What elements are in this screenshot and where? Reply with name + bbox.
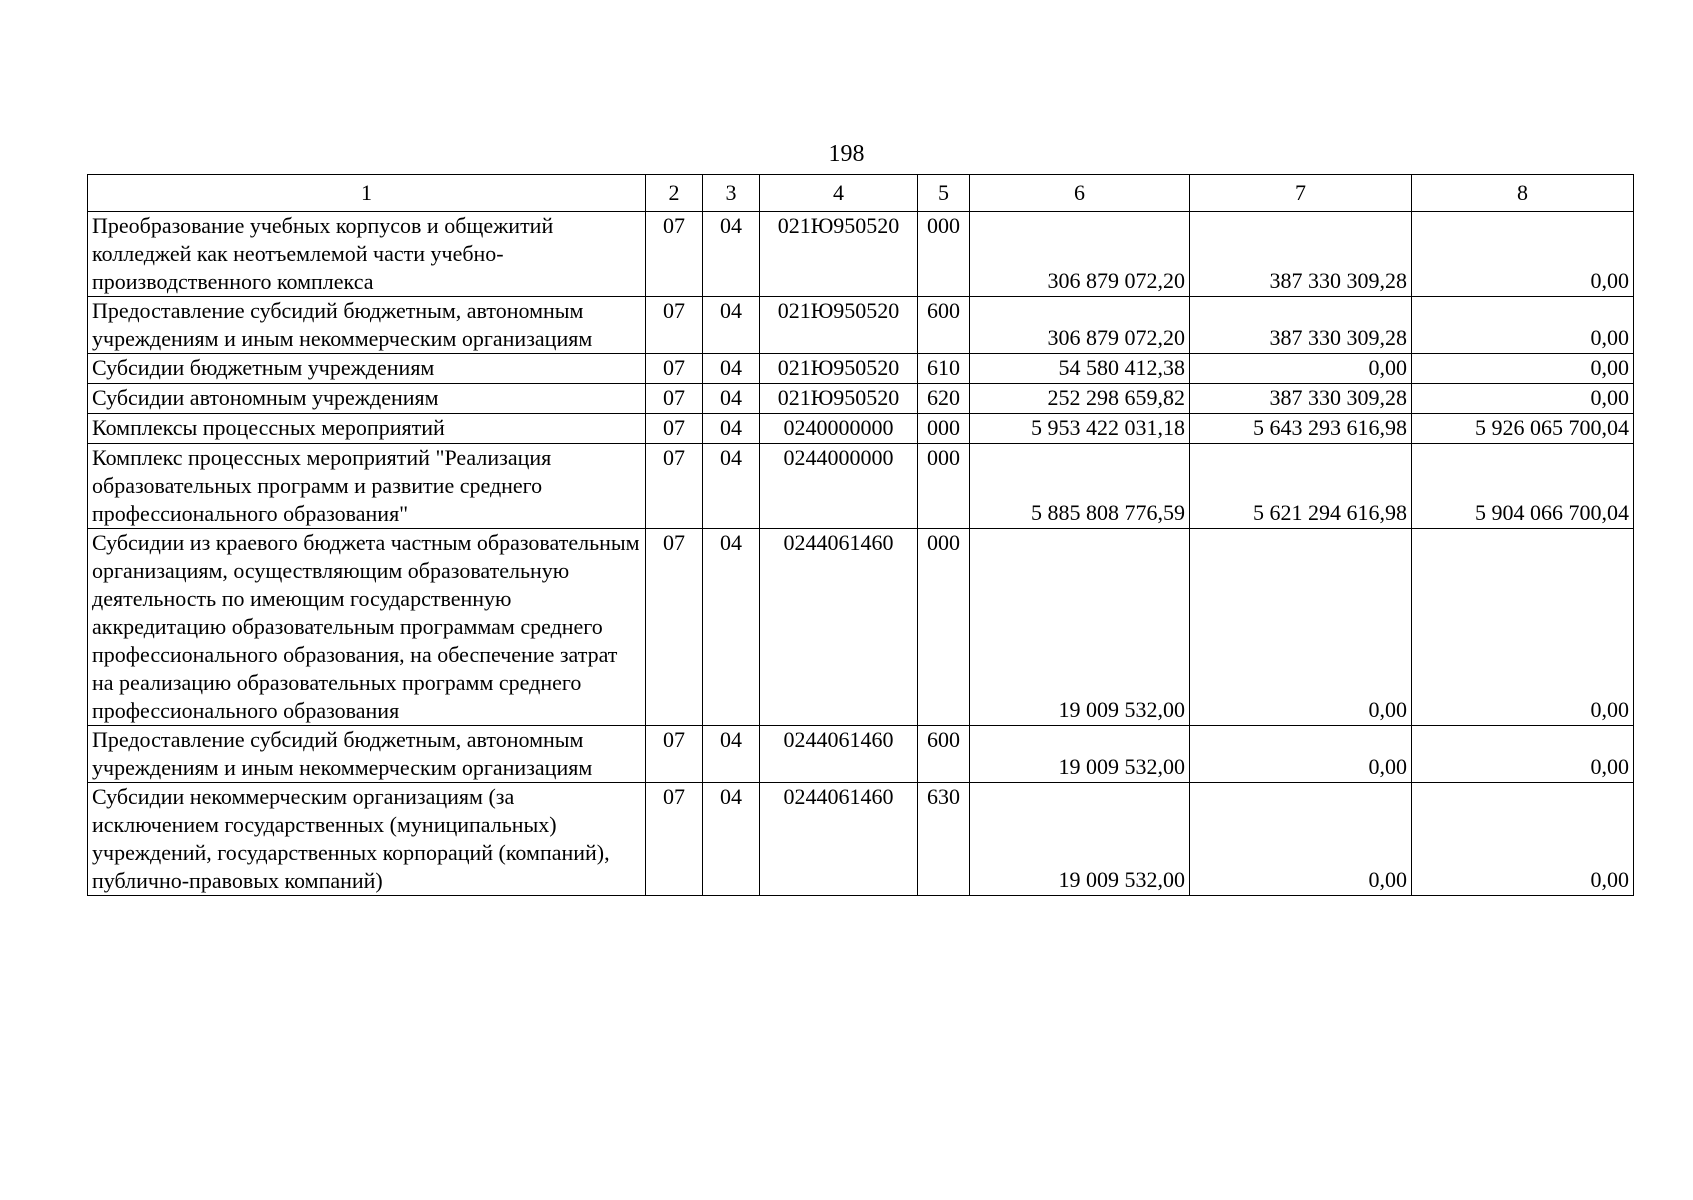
table-row bbox=[88, 414, 1634, 444]
header-cell: 7 bbox=[1190, 175, 1412, 212]
subsection-code: 04 bbox=[703, 384, 760, 414]
expense-type-code: 630 bbox=[918, 783, 970, 896]
header-cell: 5 bbox=[918, 175, 970, 212]
row-name: Преобразование учебных корпусов и общежитий колледжей как неотъемлемой части учебно-производственного комплекса bbox=[88, 212, 646, 297]
target-article-code: 0244061460 bbox=[760, 783, 918, 896]
amount-col7: 5 621 294 616,98 bbox=[1190, 444, 1412, 529]
expense-type-code: 000 bbox=[918, 444, 970, 529]
amount-col6: 5 953 422 031,18 bbox=[970, 414, 1190, 444]
section-code: 07 bbox=[646, 297, 703, 354]
expense-type-code: 000 bbox=[918, 529, 970, 726]
amount-col7: 5 643 293 616,98 bbox=[1190, 414, 1412, 444]
amount-col7: 387 330 309,28 bbox=[1190, 384, 1412, 414]
amount-col8: 0,00 bbox=[1412, 529, 1634, 726]
amount-col8: 0,00 bbox=[1412, 783, 1634, 896]
row-name: Субсидии бюджетным учреждениям bbox=[88, 354, 646, 384]
amount-col8: 0,00 bbox=[1412, 384, 1634, 414]
header-cell: 4 bbox=[760, 175, 918, 212]
expense-type-code: 600 bbox=[918, 297, 970, 354]
table-row bbox=[88, 212, 1634, 297]
subsection-code: 04 bbox=[703, 726, 760, 783]
header-cell: 3 bbox=[703, 175, 760, 212]
row-name: Субсидии автономным учреждениям bbox=[88, 384, 646, 414]
amount-col6: 306 879 072,20 bbox=[970, 212, 1190, 297]
amount-col7: 0,00 bbox=[1190, 726, 1412, 783]
row-name: Предоставление субсидий бюджетным, автономным учреждениям и иным некоммерческим организациям bbox=[88, 297, 646, 354]
budget-table bbox=[87, 174, 1634, 896]
section-code: 07 bbox=[646, 354, 703, 384]
amount-col8: 0,00 bbox=[1412, 297, 1634, 354]
amount-col6: 306 879 072,20 bbox=[970, 297, 1190, 354]
expense-type-code: 000 bbox=[918, 414, 970, 444]
target-article-code: 0244061460 bbox=[760, 726, 918, 783]
target-article-code: 0244000000 bbox=[760, 444, 918, 529]
section-code: 07 bbox=[646, 726, 703, 783]
section-code: 07 bbox=[646, 529, 703, 726]
target-article-code: 021Ю950520 bbox=[760, 384, 918, 414]
header-row bbox=[88, 175, 1634, 212]
amount-col8: 5 926 065 700,04 bbox=[1412, 414, 1634, 444]
section-code: 07 bbox=[646, 444, 703, 529]
subsection-code: 04 bbox=[703, 297, 760, 354]
table-row bbox=[88, 354, 1634, 384]
amount-col8: 0,00 bbox=[1412, 212, 1634, 297]
row-name: Предоставление субсидий бюджетным, автономным учреждениям и иным некоммерческим организациям bbox=[88, 726, 646, 783]
target-article-code: 021Ю950520 bbox=[760, 297, 918, 354]
amount-col7: 0,00 bbox=[1190, 783, 1412, 896]
section-code: 07 bbox=[646, 783, 703, 896]
amount-col7: 0,00 bbox=[1190, 529, 1412, 726]
row-name: Субсидии некоммерческим организациям (за исключением государственных (муниципальных) учреждений, государственных корпораций (компаний), публично-правовых компаний) bbox=[88, 783, 646, 896]
subsection-code: 04 bbox=[703, 212, 760, 297]
amount-col7: 387 330 309,28 bbox=[1190, 212, 1412, 297]
amount-col6: 54 580 412,38 bbox=[970, 354, 1190, 384]
table-row bbox=[88, 444, 1634, 529]
section-code: 07 bbox=[646, 384, 703, 414]
table-row bbox=[88, 783, 1634, 896]
expense-type-code: 600 bbox=[918, 726, 970, 783]
subsection-code: 04 bbox=[703, 529, 760, 726]
page-number: 198 bbox=[828, 141, 865, 167]
row-name: Комплекс процессных мероприятий "Реализация образовательных программ и развитие среднего профессионального образования" bbox=[88, 444, 646, 529]
section-code: 07 bbox=[646, 414, 703, 444]
table-row bbox=[88, 726, 1634, 783]
table-row bbox=[88, 384, 1634, 414]
subsection-code: 04 bbox=[703, 414, 760, 444]
amount-col7: 0,00 bbox=[1190, 354, 1412, 384]
amount-col6: 19 009 532,00 bbox=[970, 726, 1190, 783]
subsection-code: 04 bbox=[703, 444, 760, 529]
table-row bbox=[88, 529, 1634, 726]
target-article-code: 021Ю950520 bbox=[760, 212, 918, 297]
expense-type-code: 000 bbox=[918, 212, 970, 297]
amount-col7: 387 330 309,28 bbox=[1190, 297, 1412, 354]
row-name: Комплексы процессных мероприятий bbox=[88, 414, 646, 444]
header-cell: 8 bbox=[1412, 175, 1634, 212]
amount-col6: 252 298 659,82 bbox=[970, 384, 1190, 414]
amount-col6: 19 009 532,00 bbox=[970, 529, 1190, 726]
header-cell: 6 bbox=[970, 175, 1190, 212]
section-code: 07 bbox=[646, 212, 703, 297]
row-name: Субсидии из краевого бюджета частным образовательным организациям, осуществляющим образовательную деятельность по имеющим государственную аккредитацию образовательным программам среднего профессионального образования, на обеспечение затрат на реализацию образовательных программ среднего профессионального образования bbox=[88, 529, 646, 726]
amount-col6: 5 885 808 776,59 bbox=[970, 444, 1190, 529]
expense-type-code: 610 bbox=[918, 354, 970, 384]
target-article-code: 0244061460 bbox=[760, 529, 918, 726]
amount-col8: 0,00 bbox=[1412, 354, 1634, 384]
subsection-code: 04 bbox=[703, 354, 760, 384]
target-article-code: 021Ю950520 bbox=[760, 354, 918, 384]
target-article-code: 0240000000 bbox=[760, 414, 918, 444]
amount-col8: 5 904 066 700,04 bbox=[1412, 444, 1634, 529]
amount-col6: 19 009 532,00 bbox=[970, 783, 1190, 896]
header-cell: 1 bbox=[88, 175, 646, 212]
subsection-code: 04 bbox=[703, 783, 760, 896]
table-row bbox=[88, 297, 1634, 354]
expense-type-code: 620 bbox=[918, 384, 970, 414]
header-cell: 2 bbox=[646, 175, 703, 212]
amount-col8: 0,00 bbox=[1412, 726, 1634, 783]
